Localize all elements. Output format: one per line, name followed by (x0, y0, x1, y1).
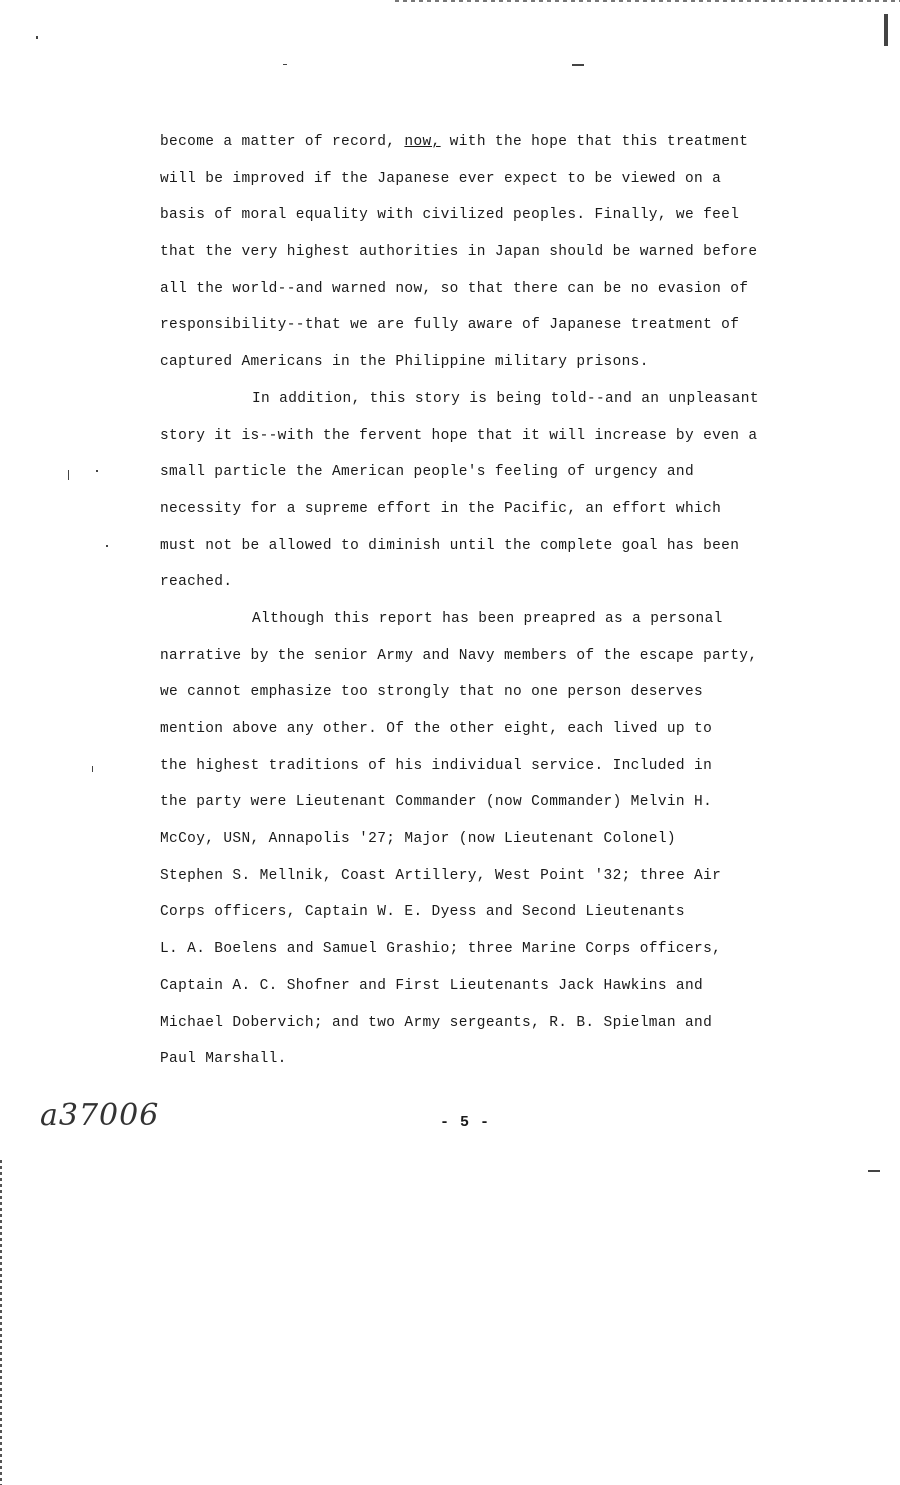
text-line: that the very highest authorities in Japan should be warned before (160, 244, 758, 261)
text-line: narrative by the senior Army and Navy members of the escape party, (160, 647, 758, 664)
text-line: McCoy, USN, Annapolis '27; Major (now Lieutenant Colonel) (160, 831, 676, 848)
text-line: the party were Lieutenant Commander (now Commander) Melvin H. (160, 794, 713, 811)
scan-speck (96, 470, 98, 472)
text-line: we cannot emphasize too strongly that no one person deserves (160, 684, 704, 701)
text-line: reached. (160, 574, 233, 591)
paragraph (160, 601, 770, 1078)
page-number: - 5 - (440, 1114, 491, 1131)
text-line: necessity for a supreme effort in the Pacific, an effort which (160, 500, 722, 517)
scan-speck (868, 1170, 880, 1172)
scan-speck (572, 64, 584, 66)
text-line: the highest traditions of his individual service. Included in (160, 757, 713, 774)
scan-edge-left (0, 1160, 2, 1485)
text-line: Captain A. C. Shofner and First Lieutenants Jack Hawkins and (160, 977, 704, 994)
text-line: Paul Marshall. (160, 1051, 287, 1068)
scan-speck (36, 36, 38, 39)
text-line: all the world--and warned now, so that there can be no evasion of (160, 280, 749, 297)
scan-speck (68, 470, 69, 480)
text-line: become a matter of record, now, with the hope that this treatment (160, 134, 749, 150)
handwritten-archive-number: a37006 (40, 1098, 160, 1133)
underlined-word: now, (404, 134, 441, 150)
paragraph (160, 381, 770, 601)
document-body (160, 124, 770, 1078)
text-line: responsibility--that we are fully aware of Japanese treatment of (160, 317, 740, 334)
text-line: In addition, this story is being told--and an unpleasant (252, 390, 759, 407)
text-line: mention above any other. Of the other eight, each lived up to (160, 721, 713, 737)
paragraph (160, 124, 770, 381)
text-line: L. A. Boelens and Samuel Grashio; three Marine Corps officers, (160, 941, 722, 958)
text-line: Although this report has been preapred as a personal (252, 610, 723, 627)
text-line: basis of moral equality with civilized peoples. Finally, we feel (160, 207, 740, 224)
text-line: small particle the American people's feeling of urgency and (160, 464, 695, 481)
scan-speck (283, 64, 287, 65)
scan-speck (92, 766, 93, 772)
scan-speck (884, 14, 888, 46)
text-line: Corps officers, Captain W. E. Dyess and Second Lieutenants (160, 904, 685, 921)
text-line: will be improved if the Japanese ever expect to be viewed on a (160, 170, 722, 187)
text-line: Michael Dobervich; and two Army sergeants, R. B. Spielman and (160, 1014, 713, 1031)
text-line: Stephen S. Mellnik, Coast Artillery, West Point '32; three Air (160, 867, 722, 884)
text-line: captured Americans in the Philippine military prisons. (160, 354, 649, 371)
text-line: must not be allowed to diminish until the complete goal has been (160, 537, 740, 554)
text-line: story it is--with the fervent hope that it will increase by even a (160, 427, 758, 444)
scan-speck (106, 545, 108, 547)
scan-edge-top (395, 0, 900, 2)
